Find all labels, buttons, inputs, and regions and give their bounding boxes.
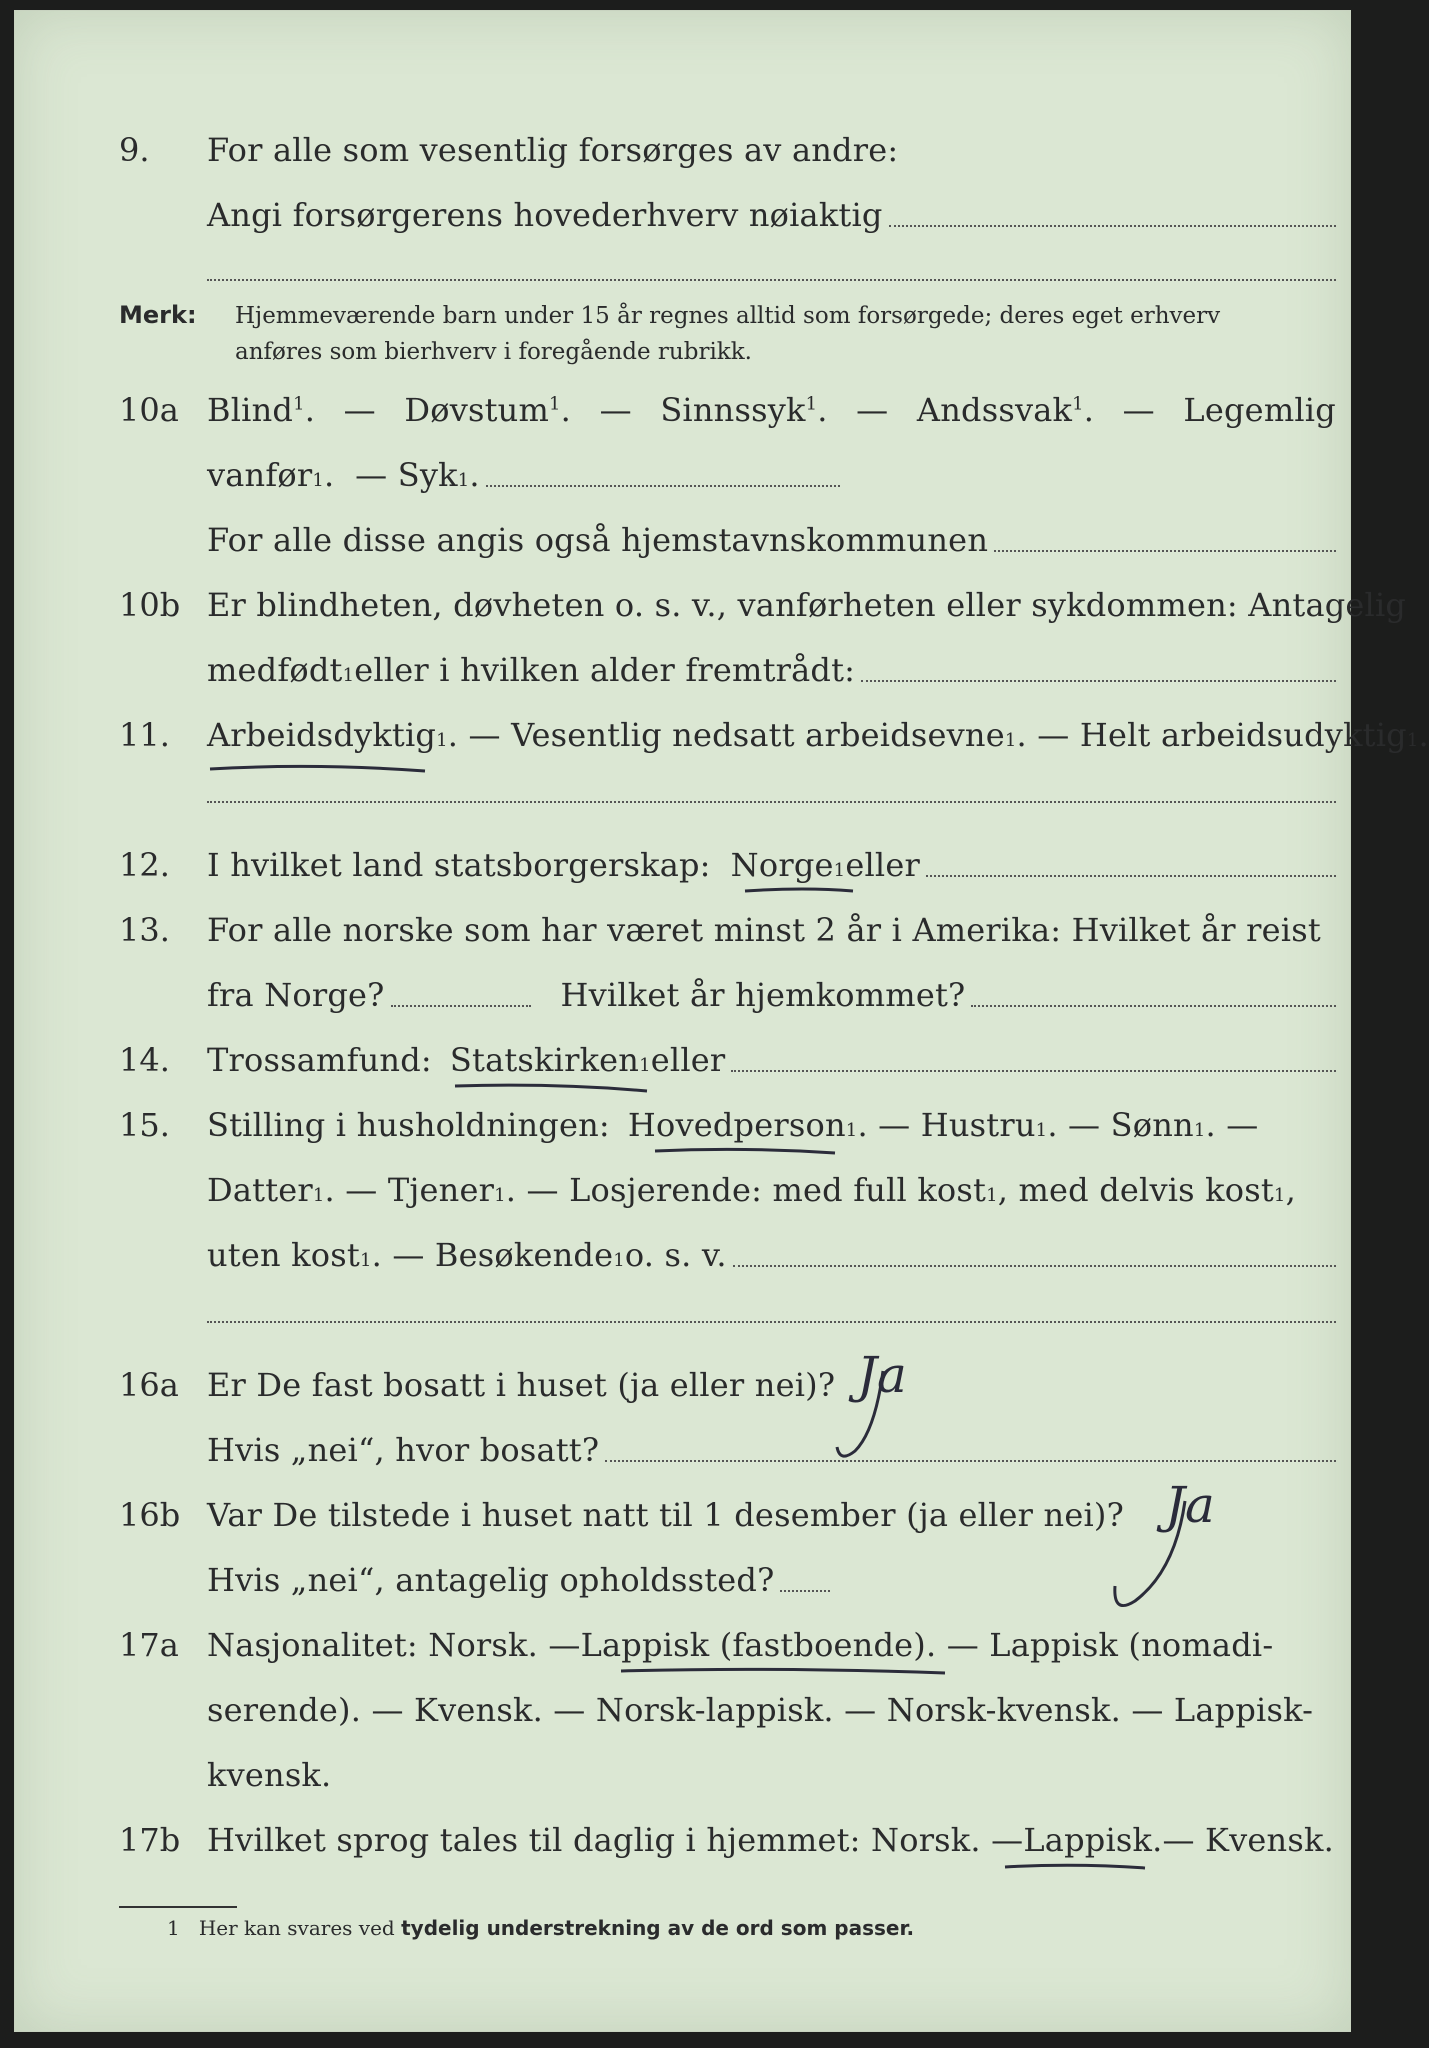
question-17a-line-1: Nasjonalitet: Norsk. — Lappisk (fastboende) . — Lappisk (nomadi- — [207, 1626, 1274, 1664]
question-17b-line: Hvilket sprog tales til daglig i hjemmet: Norsk. — Lappisk. — Kvensk. — [207, 1821, 1334, 1859]
option-medfodt: medfødt — [207, 651, 343, 689]
question-17b-number: 17b — [119, 1821, 181, 1859]
question-9-line-2 — [207, 196, 1336, 234]
question-10a-line-1: Blind$^1$. — Døvstum$^1$. — Sinnssyk$^1$. — Andssvak$^1$. — Legemlig — [207, 391, 1336, 429]
answer-field-q12[interactable] — [926, 874, 1336, 877]
footnote-bold-text: tydelig understrekning av de ord som passer. — [401, 1916, 915, 1940]
option-norge: Norge — [730, 846, 834, 884]
question-16a-text: Er De fast bosatt i huset (ja eller nei)? — [207, 1366, 836, 1404]
question-12-number: 12. — [119, 846, 170, 884]
question-17a-number: 17a — [119, 1626, 179, 1664]
underline-norge — [745, 889, 853, 891]
option-vanfor: vanfør — [207, 456, 313, 494]
question-10b-text-2: eller i hvilken alder fremtrådt: — [354, 651, 856, 689]
question-10b-line-2: medfødt 1 eller i hvilken alder fremtrådt: — [207, 651, 1336, 689]
answer-field-q15[interactable] — [733, 1264, 1336, 1267]
option-syk: Syk — [397, 456, 458, 494]
question-12-line: I hvilket land statsborgerskap: Norge 1 eller — [207, 846, 1336, 884]
question-14-number: 14. — [119, 1041, 170, 1079]
census-form-page — [14, 10, 1429, 2032]
question-15-number: 15. — [119, 1106, 170, 1144]
question-10b-number: 10b — [119, 586, 181, 624]
option-datter: Datter — [207, 1171, 313, 1209]
option-sinnssyk: Sinnssyk — [660, 391, 806, 429]
question-12-text: I hvilket land statsborgerskap: — [207, 846, 711, 884]
underline-hovedperson — [655, 1149, 835, 1153]
answer-field-q16a[interactable] — [605, 1459, 1336, 1462]
answer-field-q11-extra[interactable] — [207, 801, 1336, 803]
answer-field-q9-extra[interactable] — [207, 279, 1336, 281]
answer-field-q15-extra[interactable] — [207, 1321, 1336, 1323]
question-10a-text-3: For alle disse angis også hjemstavnskommunen — [207, 521, 989, 559]
underline-lappisk-fastboende — [621, 1669, 945, 1673]
question-10b-text: Er blindheten, døvheten o. s. v., vanførheten eller sykdommen: Antagelig — [207, 586, 1407, 624]
question-16a-number: 16a — [119, 1366, 179, 1404]
answer-field-q10a-kommune[interactable] — [994, 549, 1336, 552]
underline-lappisk — [1005, 1865, 1145, 1868]
option-lappisk: Lappisk. — [1023, 1821, 1163, 1859]
question-11-line-1: Arbeidsdyktig 1 . — Vesentlig nedsatt arbeidsevne 1 . — Helt arbeidsudyktig 1 . — [207, 716, 1429, 754]
question-13-line-2 — [207, 976, 1336, 1014]
option-statskirken: Statskirken — [449, 1041, 640, 1079]
question-13-hjemkommet-label: Hvilket år hjemkommet? — [560, 976, 966, 1014]
underline-arbeidsdyktig — [210, 766, 425, 771]
merk-label: Merk: — [119, 301, 197, 329]
merk-text-2: anføres som bierhverv i foregående rubrikk. — [235, 339, 752, 365]
option-blind: Blind — [207, 391, 294, 429]
question-14-text: Trossamfund: — [207, 1041, 432, 1079]
handwritten-answer-16b: Ja — [1165, 1476, 1215, 1534]
question-9-text: For alle som vesentlig forsørges av andre: — [207, 131, 899, 169]
underline-statskirken — [455, 1085, 647, 1091]
option-legemlig: Legemlig — [1183, 391, 1336, 429]
option-andssvak: Andssvak — [916, 391, 1073, 429]
question-13-number: 13. — [119, 911, 170, 949]
question-16b-line-2 — [207, 1561, 830, 1599]
question-17a-line-2 — [207, 1691, 1336, 1729]
answer-field-q13-reist[interactable] — [391, 1004, 531, 1007]
question-15-line-2: Datter 1 . — Tjener 1 . — Losjerende: med full kost 1 , med delvis kost 1 , — [207, 1171, 1296, 1209]
question-15-line-3: uten kost 1 . — Besøkende 1 o. s. v. — [207, 1236, 1336, 1274]
question-15-line-1: Stilling i husholdningen: Hovedperson 1 . — Hustru 1 . — Sønn 1 . — — [207, 1106, 1259, 1144]
question-16b-text-2: Hvis „nei“, antagelig opholdssted? — [207, 1561, 775, 1599]
question-17a-line-3 — [207, 1756, 1336, 1794]
option-full-kost: . — Losjerende: med full kost — [505, 1171, 987, 1209]
question-9-line-1 — [207, 131, 1336, 169]
answer-field-q13-hjemkommet[interactable] — [971, 1004, 1336, 1007]
handwritten-answer-16a: Ja — [857, 1346, 907, 1404]
option-uten-kost: uten kost — [207, 1236, 360, 1274]
option-nedsatt: . — Vesentlig nedsatt arbeidsevne — [447, 716, 1005, 754]
question-16b-number: 16b — [119, 1496, 181, 1534]
option-besokende: . — Besøkende — [371, 1236, 614, 1274]
question-16a-line-2 — [207, 1431, 1336, 1469]
question-16a-text-2: Hvis „nei“, hvor bosatt? — [207, 1431, 600, 1469]
footnote-text: Her kan svares ved — [198, 1916, 402, 1940]
option-arbeidsdyktig: Arbeidsdyktig — [207, 716, 437, 754]
question-16a-line-1 — [207, 1366, 1336, 1404]
question-10a-number: 10a — [119, 391, 179, 429]
question-17a-text: Nasjonalitet: Norsk. — — [207, 1626, 581, 1664]
question-9-text-2: Angi forsørgerens hovederhverv nøiaktig — [207, 196, 883, 234]
option-sonn: . — Sønn — [1047, 1106, 1194, 1144]
option-hovedperson: Hovedperson — [627, 1106, 846, 1144]
question-13-reist-label: fra Norge? — [207, 976, 385, 1014]
question-16b-text: Var De tilstede i huset natt til 1 desember (ja eller nei)? — [207, 1496, 1124, 1534]
answer-field-q9[interactable] — [889, 224, 1336, 227]
question-17b-text: Hvilket sprog tales til daglig i hjemmet: Norsk. — — [207, 1821, 1024, 1859]
answer-field-q10a-syk[interactable] — [486, 484, 840, 487]
answer-field-q16b[interactable] — [780, 1589, 830, 1592]
option-lappisk-fastboende: Lappisk (fastboende) — [580, 1626, 926, 1664]
question-14-line: Trossamfund: Statskirken 1 eller — [207, 1041, 1336, 1079]
footnote — [167, 1916, 914, 1940]
question-15-text: Stilling i husholdningen: — [207, 1106, 610, 1144]
option-dovstum: Døvstum — [404, 391, 550, 429]
question-17a-text-3: kvensk. — [207, 1756, 332, 1794]
question-10a-line-2: vanfør 1 . — Syk 1 . — [207, 456, 840, 494]
question-10b-line-1 — [207, 586, 1407, 624]
option-hustru: . — Hustru — [857, 1106, 1036, 1144]
question-9-number: 9. — [119, 131, 150, 169]
answer-field-q14[interactable] — [731, 1069, 1336, 1072]
footnote-mark: 1 — [167, 1916, 180, 1940]
question-13-line-1 — [207, 911, 1336, 949]
question-13-text: For alle norske som har været minst 2 år i Amerika: Hvilket år reist — [207, 911, 1321, 949]
question-10a-line-3 — [207, 521, 1336, 559]
footnote-rule — [119, 1906, 237, 1908]
merk-text-1: Hjemmeværende barn under 15 år regnes alltid som forsørgede; deres eget erhverv — [235, 303, 1221, 329]
question-17a-text-2: serende). — Kvensk. — Norsk-lappisk. — Norsk-kvensk. — Lappisk- — [207, 1691, 1314, 1729]
answer-field-q10b[interactable] — [861, 679, 1336, 682]
option-tjener: . — Tjener — [324, 1171, 495, 1209]
option-delvis-kost: , med delvis kost — [997, 1171, 1274, 1209]
option-udyktig: . — Helt arbeidsudyktig — [1016, 716, 1407, 754]
question-11-number: 11. — [119, 716, 170, 754]
